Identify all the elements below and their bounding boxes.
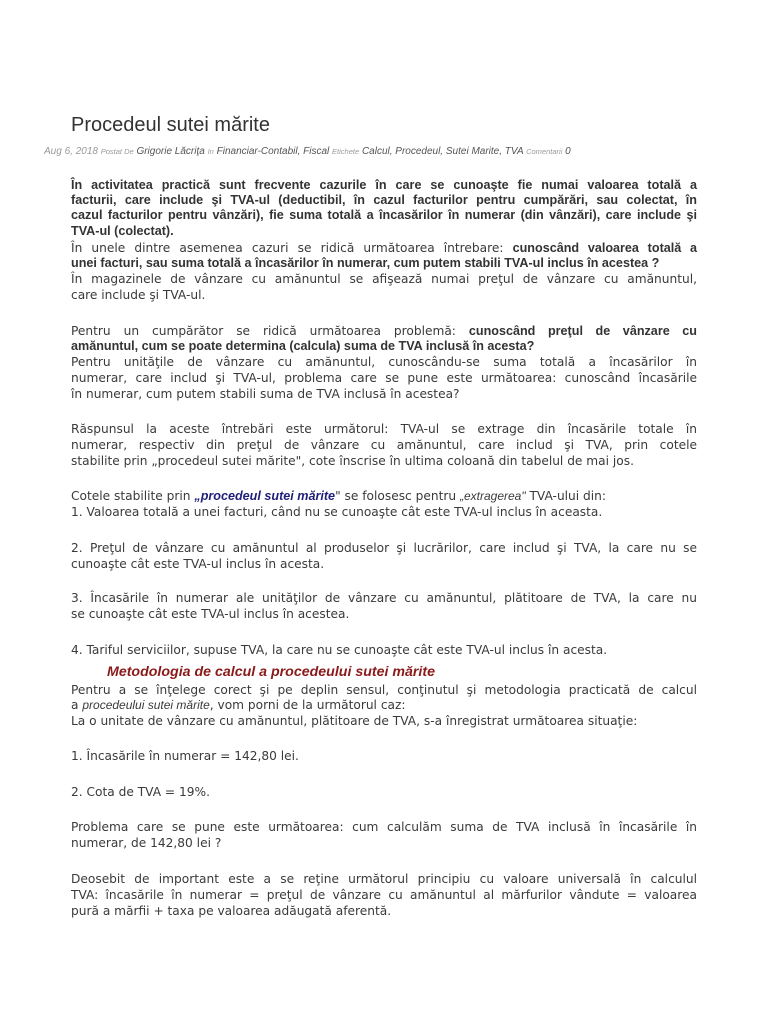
category-links[interactable]: Financiar-Contabil, Fiscal [216, 146, 330, 157]
paragraph-line: Pentru a se înţelege corect şi pe deplin sensul, conţinutul şi metodologia practicată de calcul [71, 683, 697, 697]
list-item: 3. Încasările în numerar ale unităţilor de vânzare cu amănuntul, plătitoare de TVA, la care nu [71, 591, 697, 605]
paragraph-line: În unele dintre asemenea cazuri se ridică următoarea întrebare: cunoscând valoarea totală a [71, 241, 698, 255]
emphasis-link: „procedeul sutei mărite [194, 489, 336, 503]
list-item: 4. Tariful serviciilor, supuse TVA, la care nu se cunoaşte cât este TVA-ul inclus în acesta. [71, 643, 608, 657]
tags-label: Etichete [332, 147, 360, 156]
list-item: cunoaşte cât este TVA-ul inclus în acesta. [71, 557, 325, 571]
paragraph-line: Pentru un cumpărător se ridică următoarea problemă: cunoscând preţul de vânzare cu [71, 324, 698, 338]
section-heading: Metodologia de calcul a procedeului sutei mărite [107, 664, 435, 680]
paragraph-line: Problema care se pune este următoarea: cum calculăm suma de TVA inclusă în încasările în [71, 820, 697, 834]
paragraph-line: a procedeului sutei mărite, vom porni de la următorul caz: [71, 698, 406, 712]
calc-line: 2. Cota de TVA = 19%. [71, 785, 210, 799]
paragraph-line: care include şi TVA-ul. [71, 288, 206, 302]
paragraph-line: numerar, care includ şi TVA-ul, problema care se pune este următoarea: cunoscând încasările [71, 371, 697, 385]
comments-label: Comentarii [526, 147, 563, 156]
paragraph-line: TVA: încasările în numerar = preţul de vânzare cu amănuntul al mărfurilor vândute = valoarea [71, 888, 697, 902]
posted-by-label: Postat De [100, 147, 134, 156]
paragraph-line: Pentru unităţile de vânzare cu amănuntul, cunoscându-se suma totală a încasărilor în [71, 355, 697, 369]
paragraph-line: stabilite prin „procedeul sutei mărite", cote înscrise în ultima coloană din tabelul de mai jos. [71, 454, 634, 468]
paragraph-line: amănuntul, cum se poate determina (calcula) suma de TVA inclusă în acesta? [71, 339, 535, 353]
calc-line: 1. Încasările în numerar = 142,80 lei. [71, 749, 299, 763]
tag-links[interactable]: Calcul, Procedeul, Sutei Marite, TVA [361, 146, 524, 157]
paragraph-line: unei facturi, sau suma totală a încasărilor în numerar, cum putem stabili TVA-ul inclus în acestea ? [71, 256, 660, 270]
paragraph-line: în numerar, cum putem stabili suma de TVA inclusă în acestea? [71, 387, 460, 401]
in-label: In [207, 147, 214, 156]
paragraph-line: facturii, care include şi TVA-ul (deductibil, în cazul facturilor pentru cumpărări, sau colectat, în [71, 193, 697, 207]
comments-count[interactable]: 0 [565, 146, 571, 157]
list-item: se cunoaşte cât este TVA-ul inclus în acestea. [71, 607, 350, 621]
paragraph-line: Deosebit de important este a se reţine următorul principiu cu valoare universală în calculul [71, 872, 697, 886]
list-item: 1. Valoarea totală a unei facturi, când nu se cunoaşte cât este TVA-ul inclus în aceasta. [71, 505, 603, 519]
post-date: Aug 6, 2018 [44, 146, 98, 157]
paragraph-line: numerar, respectiv din preţul de vânzare cu amănuntul, care includ şi TVA, prin cotele [71, 438, 697, 452]
paragraph-line: pură a mărfii + taxa pe valoarea adăugată aferentă. [71, 904, 392, 918]
author-link[interactable]: Grigorie Lăcriţa [136, 146, 205, 157]
paragraph-line: În magazinele de vânzare cu amănuntul se afişează numai preţul de vânzare cu amănuntul, [71, 272, 697, 286]
post-meta [44, 146, 571, 157]
paragraph-line: În activitatea practică sunt frecvente cazurile în care se cunoaşte fie numai valoarea totală a [71, 178, 697, 192]
paragraph-line: cazul facturilor pentru vânzări), fie suma totală a încasărilor în numerar (din vânzări), care include şi [71, 208, 697, 222]
paragraph-line: Cotele stabilite prin „procedeul sutei mărite" se folosesc pentru „extragerea" TVA-ului din: [71, 489, 606, 503]
list-item: 2. Preţul de vânzare cu amănuntul al produselor şi lucrărilor, care includ şi TVA, la care nu se [71, 541, 697, 555]
post-title: Procedeul sutei mărite [71, 114, 270, 136]
paragraph-line: La o unitate de vânzare cu amănuntul, plătitoare de TVA, s-a înregistrat următoarea situaţie: [71, 714, 638, 728]
paragraph-line: Răspunsul la aceste întrebări este următorul: TVA-ul se extrage din încasările totale în [71, 422, 697, 436]
paragraph-line: TVA-ul (colectat). [71, 224, 174, 238]
paragraph-line: numerar, de 142,80 lei ? [71, 836, 222, 850]
